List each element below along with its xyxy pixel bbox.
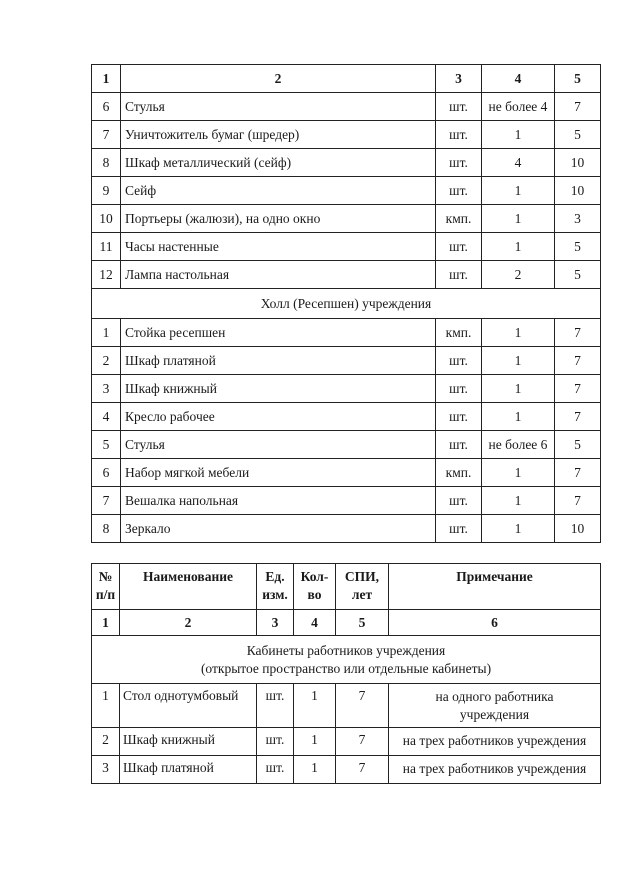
table-row <box>92 233 601 261</box>
row-number: 6 <box>92 93 121 121</box>
section-title: Холл (Ресепшен) учреждения <box>92 289 601 319</box>
item-name: Уничтожитель бумаг (шредер) <box>121 121 436 149</box>
table-row <box>92 459 601 487</box>
item-service-life: 7 <box>555 319 601 347</box>
item-unit: шт. <box>436 487 482 515</box>
table-row <box>92 431 601 459</box>
item-name: Часы настенные <box>121 233 436 261</box>
item-note-line2: учреждения <box>459 707 530 722</box>
furniture-table-continued <box>91 64 601 543</box>
item-name: Набор мягкой мебели <box>121 459 436 487</box>
item-service-life: 7 <box>555 347 601 375</box>
header-note: Примечание <box>389 564 601 610</box>
header-row <box>92 564 601 610</box>
item-service-life: 7 <box>555 93 601 121</box>
item-name: Шкаф книжный <box>120 728 257 756</box>
item-name: Вешалка напольная <box>121 487 436 515</box>
item-unit: шт. <box>436 515 482 543</box>
header-number-line1: № <box>98 569 113 584</box>
row-number: 9 <box>92 177 121 205</box>
table-row <box>92 347 601 375</box>
item-quantity: 1 <box>482 375 555 403</box>
item-unit: кмп. <box>436 205 482 233</box>
header-quantity-line2: во <box>307 587 322 602</box>
header-quantity-line1: Кол- <box>300 569 329 584</box>
column-number: 3 <box>436 65 482 93</box>
column-number: 3 <box>257 610 294 636</box>
item-name: Сейф <box>121 177 436 205</box>
item-name: Стойка ресепшен <box>121 319 436 347</box>
item-name: Шкаф платяной <box>121 347 436 375</box>
item-name: Зеркало <box>121 515 436 543</box>
table-row <box>92 375 601 403</box>
item-quantity: 4 <box>482 149 555 177</box>
row-number: 1 <box>92 684 120 728</box>
item-service-life: 7 <box>336 728 389 756</box>
column-number: 5 <box>336 610 389 636</box>
item-service-life: 7 <box>555 403 601 431</box>
header-number <box>92 564 120 610</box>
item-unit: шт. <box>436 177 482 205</box>
item-quantity: 1 <box>294 728 336 756</box>
item-unit: шт. <box>436 347 482 375</box>
item-service-life: 5 <box>555 431 601 459</box>
row-number: 6 <box>92 459 121 487</box>
item-unit: кмп. <box>436 319 482 347</box>
row-number: 10 <box>92 205 121 233</box>
item-quantity: 1 <box>482 487 555 515</box>
section-title <box>92 636 601 684</box>
item-quantity: 1 <box>482 233 555 261</box>
item-unit: шт. <box>436 93 482 121</box>
row-number: 8 <box>92 515 121 543</box>
item-quantity: 1 <box>482 205 555 233</box>
header-quantity <box>294 564 336 610</box>
header-service-life <box>336 564 389 610</box>
row-number: 7 <box>92 487 121 515</box>
item-service-life: 5 <box>555 233 601 261</box>
table-row <box>92 149 601 177</box>
item-name: Шкаф книжный <box>121 375 436 403</box>
item-note-line1: на одного работника <box>435 689 554 704</box>
item-quantity: 1 <box>482 403 555 431</box>
item-quantity: 1 <box>294 684 336 728</box>
row-number: 7 <box>92 121 121 149</box>
table-row <box>92 487 601 515</box>
section-title-line1: Кабинеты работников учреждения <box>246 642 446 658</box>
column-number: 6 <box>389 610 601 636</box>
item-quantity: 1 <box>482 515 555 543</box>
item-unit: шт. <box>436 403 482 431</box>
header-unit-line2: изм. <box>262 587 288 602</box>
item-service-life: 7 <box>555 487 601 515</box>
column-number: 4 <box>482 65 555 93</box>
table-row <box>92 261 601 289</box>
row-number: 5 <box>92 431 121 459</box>
item-unit: шт. <box>436 261 482 289</box>
item-unit: шт. <box>257 684 294 728</box>
row-number: 2 <box>92 347 121 375</box>
item-unit: шт. <box>436 431 482 459</box>
table-row <box>92 177 601 205</box>
item-name: Стол однотумбовый <box>120 684 257 728</box>
row-number: 2 <box>92 728 120 756</box>
row-number: 12 <box>92 261 121 289</box>
item-unit: кмп. <box>436 459 482 487</box>
item-service-life: 5 <box>555 261 601 289</box>
item-quantity: 1 <box>482 319 555 347</box>
item-service-life: 7 <box>555 375 601 403</box>
item-name: Стулья <box>121 93 436 121</box>
column-number: 2 <box>121 65 436 93</box>
column-number: 1 <box>92 610 120 636</box>
item-quantity: 1 <box>482 177 555 205</box>
row-number: 3 <box>92 375 121 403</box>
item-service-life: 10 <box>555 515 601 543</box>
table-row <box>92 121 601 149</box>
row-number: 11 <box>92 233 121 261</box>
item-unit: шт. <box>436 233 482 261</box>
item-service-life: 5 <box>555 121 601 149</box>
column-number: 4 <box>294 610 336 636</box>
item-note: на трех работников учреждения <box>389 728 601 756</box>
item-quantity: не более 4 <box>482 93 555 121</box>
item-unit: шт. <box>257 756 294 784</box>
column-number-row <box>92 610 601 636</box>
item-quantity: 1 <box>294 756 336 784</box>
item-unit: шт. <box>436 149 482 177</box>
item-unit: шт. <box>436 375 482 403</box>
column-number-row <box>92 65 601 93</box>
row-number: 3 <box>92 756 120 784</box>
table-row <box>92 403 601 431</box>
item-note <box>389 684 601 728</box>
item-name: Лампа настольная <box>121 261 436 289</box>
item-quantity: 2 <box>482 261 555 289</box>
office-furniture-table <box>91 563 601 784</box>
row-number: 8 <box>92 149 121 177</box>
item-service-life: 7 <box>336 756 389 784</box>
table-row <box>92 93 601 121</box>
header-unit <box>257 564 294 610</box>
item-name: Стулья <box>121 431 436 459</box>
item-service-life: 10 <box>555 177 601 205</box>
item-name: Шкаф платяной <box>120 756 257 784</box>
item-quantity: не более 6 <box>482 431 555 459</box>
item-service-life: 7 <box>555 459 601 487</box>
item-service-life: 7 <box>336 684 389 728</box>
item-name: Портьеры (жалюзи), на одно окно <box>121 205 436 233</box>
item-note: на трех работников учреждения <box>389 756 601 784</box>
item-unit: шт. <box>436 121 482 149</box>
item-quantity: 1 <box>482 347 555 375</box>
item-unit: шт. <box>257 728 294 756</box>
header-name: Наименование <box>120 564 257 610</box>
table-row <box>92 319 601 347</box>
row-number: 1 <box>92 319 121 347</box>
table-row <box>92 756 601 784</box>
item-quantity: 1 <box>482 121 555 149</box>
header-number-line2: п/п <box>95 587 116 602</box>
column-number: 1 <box>92 65 121 93</box>
table-row <box>92 728 601 756</box>
table-row <box>92 684 601 728</box>
item-name: Шкаф металлический (сейф) <box>121 149 436 177</box>
header-service-life-line2: лет <box>351 587 373 602</box>
item-name: Кресло рабочее <box>121 403 436 431</box>
column-number: 2 <box>120 610 257 636</box>
row-number: 4 <box>92 403 121 431</box>
column-number: 5 <box>555 65 601 93</box>
table-row <box>92 515 601 543</box>
header-service-life-line1: СПИ, <box>344 569 380 584</box>
section-row <box>92 289 601 319</box>
item-service-life: 3 <box>555 205 601 233</box>
header-unit-line1: Ед. <box>265 569 285 584</box>
item-quantity: 1 <box>482 459 555 487</box>
table-row <box>92 205 601 233</box>
section-row <box>92 636 601 684</box>
item-service-life: 10 <box>555 149 601 177</box>
section-title-line2: (открытое пространство или отдельные кабинеты) <box>200 660 492 676</box>
